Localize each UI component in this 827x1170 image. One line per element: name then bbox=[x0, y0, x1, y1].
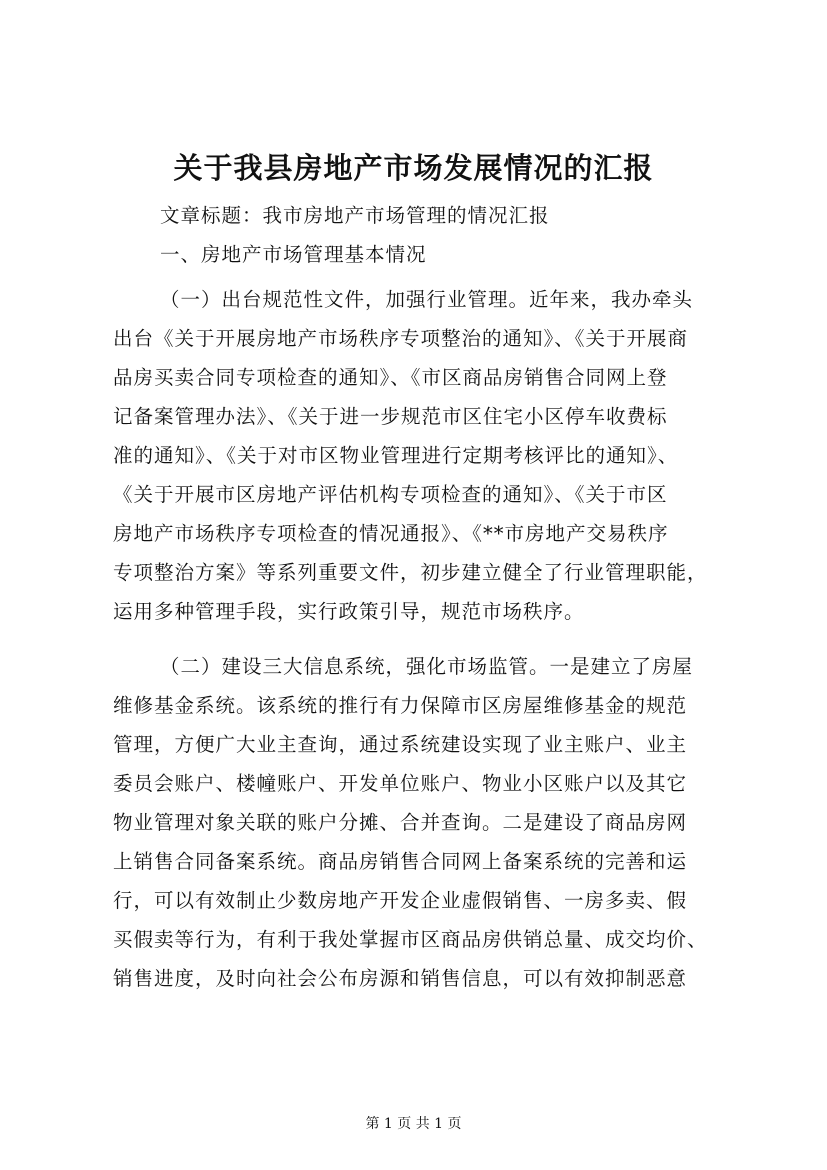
paragraph-line: 品房买卖合同专项检查的通知》、《市区商品房销售合同网上登 bbox=[113, 366, 668, 389]
paragraph-line: 维修基金系统。该系统的推行有力保障市区房屋维修基金的规范 bbox=[113, 694, 688, 717]
paragraph-line: 销售进度，及时向社会公布房源和销售信息，可以有效抑制恶意 bbox=[113, 967, 688, 990]
paragraph-line: 物业管理对象关联的账户分摊、合并查询。二是建设了商品房网 bbox=[113, 811, 688, 834]
article-title-line: 文章标题：我市房地产市场管理的情况汇报 bbox=[160, 204, 550, 227]
paragraph-line: 上销售合同备案系统。商品房销售合同网上备案系统的完善和运 bbox=[113, 850, 688, 873]
paragraph-line: 《关于开展市区房地产评估机构专项检查的通知》、《关于市区 bbox=[113, 483, 668, 506]
paragraph-line: （二）建设三大信息系统，强化市场监管。一是建立了房屋 bbox=[160, 655, 694, 678]
paragraph-line: 准的通知》、《关于对市区物业管理进行定期考核评比的通知》、 bbox=[113, 444, 679, 467]
paragraph-line: 管理，方便广大业主查询，通过系统建设实现了业主账户、业主 bbox=[113, 733, 688, 756]
section-heading: 一、房地产市场管理基本情况 bbox=[160, 243, 427, 266]
page-number-footer: 第 1 页 共 1 页 bbox=[365, 1116, 462, 1132]
paragraph-line: 记备案管理办法》、《关于进一步规范市区住宅小区停车收费标 bbox=[113, 405, 668, 428]
paragraph-line: 房地产市场秩序专项检查的情况通报》、《**市房地产交易秩序 bbox=[113, 522, 669, 545]
paragraph-line: 运用多种管理手段，实行政策引导，规范市场秩序。 bbox=[113, 600, 585, 623]
paragraph-line: （一）出台规范性文件，加强行业管理。近年来，我办牵头 bbox=[160, 288, 694, 311]
paragraph-line: 行，可以有效制止少数房地产开发企业虚假销售、一房多卖、假 bbox=[113, 889, 688, 912]
paragraph-line: 专项整治方案》等系列重要文件，初步建立健全了行业管理职能， bbox=[113, 561, 708, 584]
paragraph-line: 委员会账户、楼幢账户、开发单位账户、物业小区账户以及其它 bbox=[113, 772, 688, 795]
paragraph-line: 出台《关于开展房地产市场秩序专项整治的通知》、《关于开展商 bbox=[113, 327, 689, 350]
paragraph-line: 买假卖等行为，有利于我处掌握市区商品房供销总量、成交均价、 bbox=[113, 928, 708, 951]
document-title: 关于我县房地产市场发展情况的汇报 bbox=[173, 151, 654, 185]
